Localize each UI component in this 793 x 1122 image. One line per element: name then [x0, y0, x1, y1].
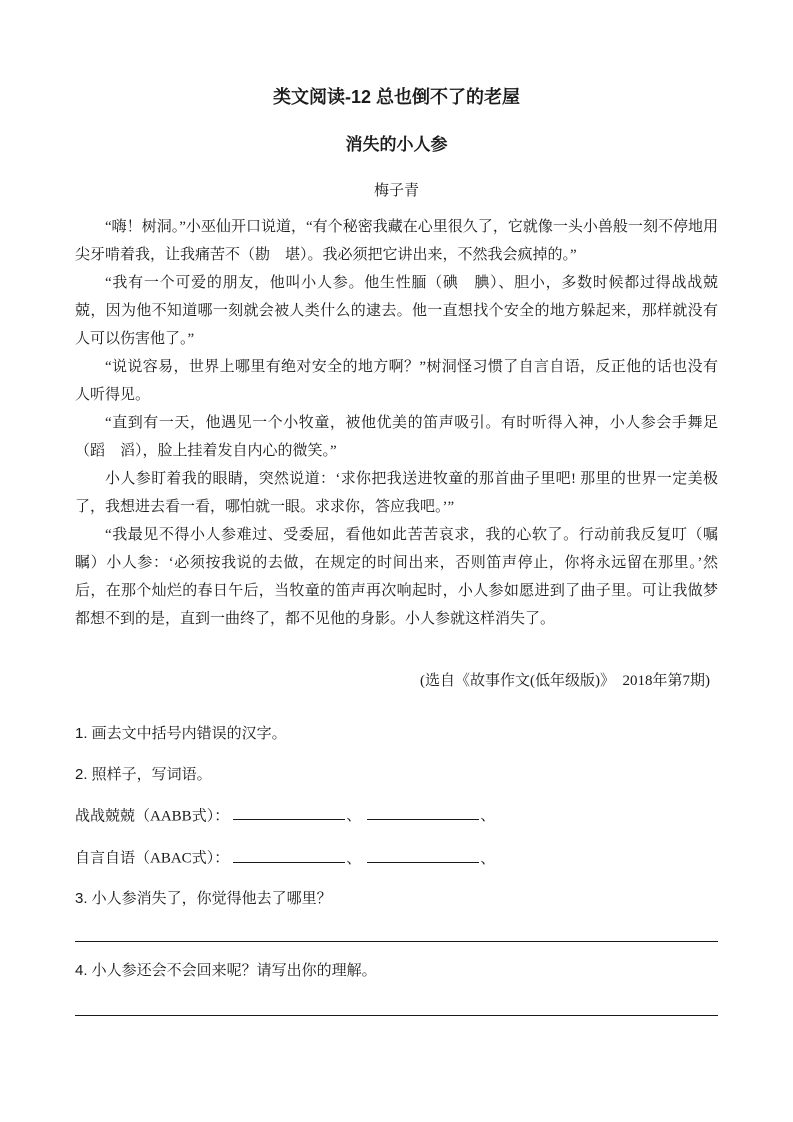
- list-separator: 、: [346, 850, 362, 867]
- lesson-title: 类文阅读-12 总也倒不了的老屋: [272, 87, 520, 107]
- story-body: [75, 213, 734, 633]
- story-paragraph-4: “直到有一天，他遇见一个小牧童，被他优美的笛声吸引。有时听得入神，小人参会手舞足（蹈 滔），脸上挂着发自内心的微笑。”: [75, 415, 718, 459]
- list-separator: 、: [480, 850, 496, 867]
- question-3: 3. 小人参消失了，你觉得他去了哪里？: [75, 889, 332, 907]
- story-title: 消失的小人参: [345, 135, 448, 154]
- question-4: 4. 小人参还会不会回来呢？请写出你的理解。: [75, 961, 377, 979]
- question-1: 1. 画去文中括号内错误的汉字。: [75, 725, 287, 742]
- example-word-abac: 自言自语: [75, 849, 136, 867]
- list-separator: 、: [346, 808, 362, 825]
- story-paragraph-5: 小人参盯着我的眼睛，突然说道：‘求你把我送进牧童的那首曲子里吧! 那里的世界一定美极了，我想进去看一看，哪怕就一眼。求求你，答应我吧。’”: [75, 471, 718, 515]
- story-paragraph-1: “嗨！树洞。”小巫仙开口说道，“有个秘密我藏在心里很久了，它就像一头小兽般一刻不停地用尖牙啃着我，让我痛苦不（勘 堪）。我必须把它讲出来，不然我会疯掉的。”: [75, 219, 718, 263]
- author-name: 梅子青: [373, 183, 419, 199]
- list-separator: 、: [480, 808, 496, 825]
- answer-blank[interactable]: [367, 805, 479, 820]
- answer-line-q3[interactable]: [75, 941, 718, 942]
- fill-row-abac: [75, 847, 718, 869]
- example-word-aabb: 战战兢兢: [75, 807, 136, 825]
- pattern-label-abac: （ABAC式）：: [135, 850, 230, 867]
- answer-line-q4[interactable]: [75, 1015, 718, 1016]
- pattern-label-aabb: （AABB式）：: [135, 808, 230, 825]
- answer-blank[interactable]: [367, 847, 479, 862]
- story-paragraph-2: “我有一个可爱的朋友，他叫小人参。他生性腼（碘 腆）、胆小，多数时候都过得战战兢兢，因为他不知道哪一刻就会被人类什么的逮去。他一直想找个安全的地方躲起来，那样就没有人可以伤害他了。”: [75, 275, 718, 347]
- question-2: 2. 照样子，写词语。: [75, 766, 212, 783]
- fill-row-aabb: [75, 805, 718, 827]
- answer-blank[interactable]: [233, 805, 345, 820]
- story-paragraph-3: “说说容易，世界上哪里有绝对安全的地方啊？”树洞怪习惯了自言自语，反正他的话也没有人听得见。: [75, 359, 718, 403]
- answer-blank[interactable]: [233, 847, 345, 862]
- story-paragraph-6: “我最见不得小人参难过、受委屈，看他如此苦苦哀求，我的心软了。行动前我反复叮（嘱 瞩）小人参：‘必须按我说的去做，在规定的时间出来，否则笛声停止，你将永远留在那里。’然后，在那个灿烂的春日午后，当牧童的笛声再次响起时，小人参如愿进到了曲子里。可让我做梦都想不到的是，直到一曲终了，都不见他的身影。小人参就这样消失了。: [75, 527, 734, 627]
- source-attribution: (选自《故事作文(低年级版)》 2018年第7期): [420, 673, 710, 689]
